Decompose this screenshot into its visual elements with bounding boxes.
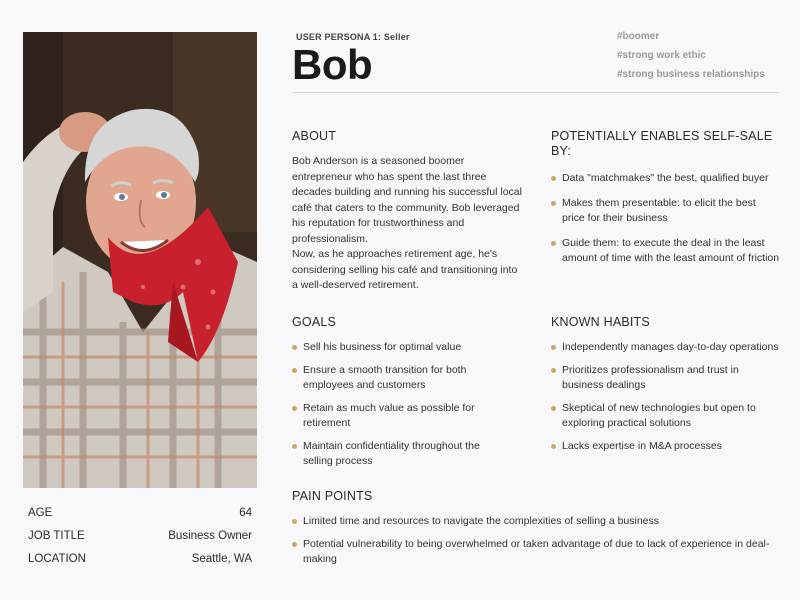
list-item-text: Data "matchmakes" the best, qualified buyer xyxy=(562,172,769,184)
bullet-icon xyxy=(551,241,556,246)
list-item-text: Potential vulnerability to being overwhelmed or taken advantage of due to lack of experience in deal-making xyxy=(303,537,770,565)
persona-label: USER PERSONA 1: Seller xyxy=(296,32,410,42)
bullet-icon xyxy=(551,176,556,181)
pain-points-section xyxy=(292,489,782,575)
header-divider xyxy=(292,92,778,93)
list-item-text: Ensure a smooth transition for both employees and customers xyxy=(303,363,467,391)
tag: #strong business relationships xyxy=(617,69,765,80)
bullet-icon xyxy=(292,345,297,350)
about-section xyxy=(292,129,524,294)
tag: #strong work ethic xyxy=(617,50,706,61)
bullet-icon xyxy=(551,201,556,206)
bullet-icon xyxy=(292,368,297,373)
bullet-icon xyxy=(551,444,556,449)
stat-age xyxy=(28,506,252,520)
stat-job-title xyxy=(28,529,252,543)
bullet-icon xyxy=(551,368,556,373)
list-item-text: Limited time and resources to navigate the complexities of selling a business xyxy=(303,515,660,527)
about-paragraph: Bob Anderson is a seasoned boomer entrepreneur who has spent the last three decades building and running his successful local café that caters to the community. Bob leveraged his reputation for trustworthiness and professionalism. xyxy=(292,155,522,245)
bullet-icon xyxy=(292,519,297,524)
section-title: KNOWN HABITS xyxy=(551,315,650,329)
list-item xyxy=(292,363,512,394)
persona-stats xyxy=(28,506,252,575)
list-item xyxy=(551,340,781,356)
list-item-text: Maintain confidentiality throughout the selling process xyxy=(303,439,480,467)
stat-label: AGE xyxy=(28,507,53,519)
portrait-illustration xyxy=(23,32,257,488)
section-title: GOALS xyxy=(292,315,337,329)
stat-label: JOB TITLE xyxy=(28,530,85,542)
about-paragraph: Now, as he approaches retirement age, he's considering selling his café and transitioning into a well-deserved retirement. xyxy=(292,248,518,291)
list-item-text: Retain as much value as possible for retirement xyxy=(303,401,475,429)
list-item xyxy=(551,196,781,227)
section-title: PAIN POINTS xyxy=(292,489,373,503)
list-item-text: Sell his business for optimal value xyxy=(303,341,462,353)
section-title: POTENTIALLY ENABLES SELF-SALE BY: xyxy=(551,129,773,158)
list-item xyxy=(292,439,512,470)
list-item-text: Lacks expertise in M&A processes xyxy=(562,439,722,452)
list-item-text: Prioritizes professionalism and trust in business dealings xyxy=(562,363,739,391)
list-item xyxy=(551,439,781,455)
bullet-icon xyxy=(551,406,556,411)
habits-section xyxy=(551,315,781,461)
list-item xyxy=(551,236,781,267)
goals-section xyxy=(292,315,512,477)
list-item xyxy=(292,514,782,530)
list-item-text: Independently manages day-to-day operations xyxy=(562,341,779,353)
list-item xyxy=(551,363,781,394)
persona-photo xyxy=(23,32,257,488)
list-item-text: Makes them presentable: to elicit the best price for their business xyxy=(562,196,756,224)
bullet-icon xyxy=(292,444,297,449)
list-item xyxy=(292,340,512,356)
list-item xyxy=(551,171,781,187)
bullet-icon xyxy=(551,345,556,350)
persona-tags xyxy=(617,30,765,87)
list-item-text: Guide them: to execute the deal in the least amount of time with the least amount of friction xyxy=(562,236,780,264)
list-item-text: Skeptical of new technologies but open to exploring practical solutions xyxy=(562,401,756,429)
stat-value: 64 xyxy=(239,507,252,519)
stat-location xyxy=(28,552,252,566)
bullet-icon xyxy=(292,406,297,411)
list-item xyxy=(551,401,781,432)
section-title: ABOUT xyxy=(292,129,337,143)
bullet-icon xyxy=(292,542,297,547)
stat-value: Business Owner xyxy=(168,530,252,542)
persona-name: Bob xyxy=(292,41,373,88)
enables-section xyxy=(551,129,781,276)
stat-label: LOCATION xyxy=(28,553,86,565)
list-item xyxy=(292,401,512,432)
list-item xyxy=(292,537,782,568)
tag: #boomer xyxy=(617,31,660,42)
stat-value: Seattle, WA xyxy=(191,553,252,565)
